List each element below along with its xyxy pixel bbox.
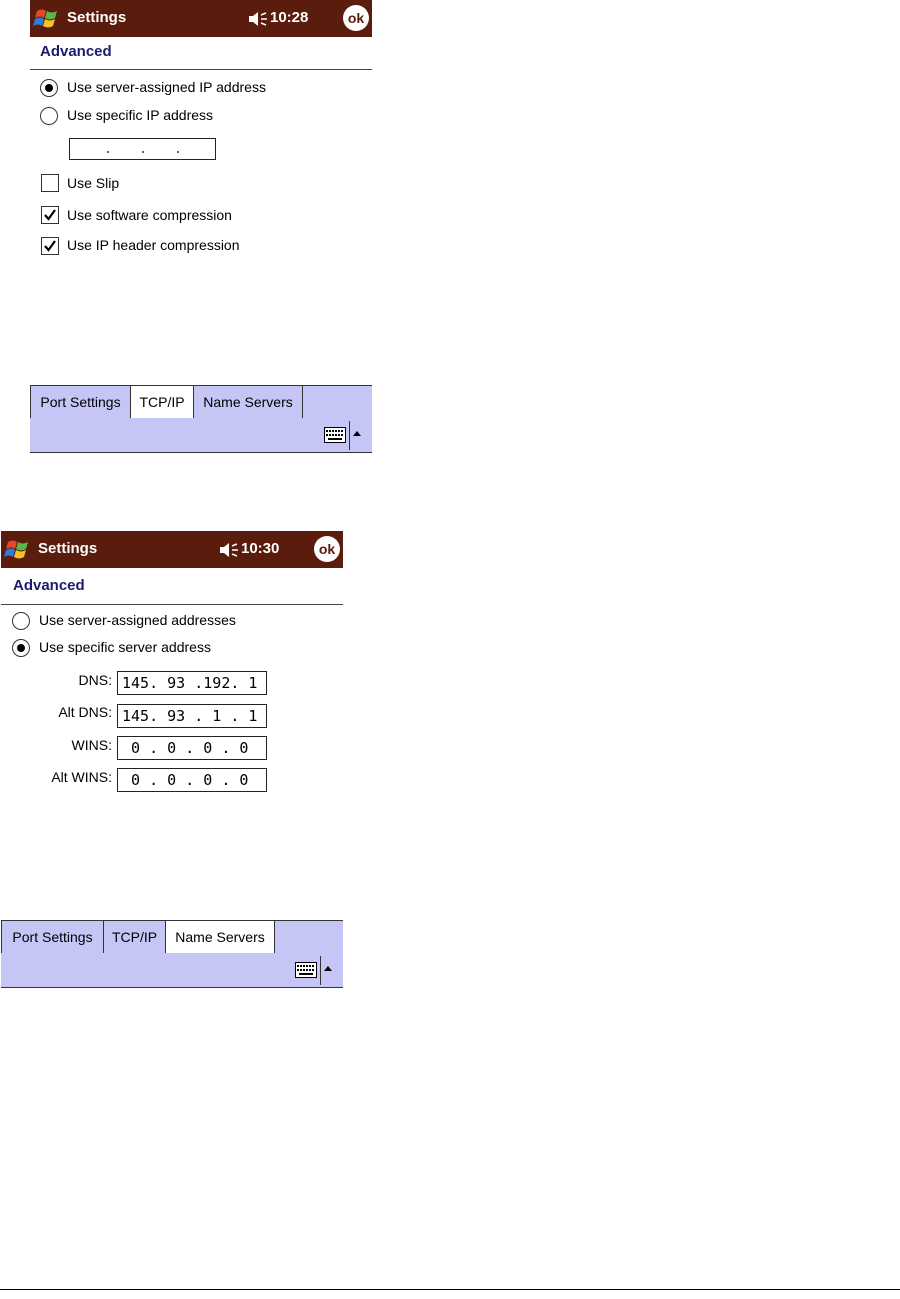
title-bar (1, 531, 343, 568)
sip-arrow-icon[interactable] (324, 966, 332, 971)
tab-port-settings[interactable]: Port Settings (30, 385, 131, 419)
alt-wins-field[interactable]: 0 . 0 . 0 . 0 (117, 768, 267, 792)
settings-screen-name-servers (1, 531, 343, 945)
checkmark-icon (43, 239, 57, 253)
dns-label: DNS: (78, 672, 112, 688)
wins-field[interactable]: 0 . 0 . 0 . 0 (117, 736, 267, 760)
page-footer-rule (0, 1289, 900, 1290)
tab-bar (30, 385, 372, 419)
clock[interactable]: 10:30 (241, 540, 280, 557)
clock[interactable]: 10:28 (270, 9, 309, 26)
radio-label-specific-ip: Use specific IP address (67, 107, 214, 123)
radio-specific-server-address[interactable] (12, 639, 30, 657)
checkbox-label-software-compression: Use software compression (67, 207, 232, 223)
radio-server-assigned-ip[interactable] (40, 79, 58, 97)
sip-arrow-icon[interactable] (353, 431, 361, 436)
alt-wins-label: Alt WINS: (51, 769, 112, 785)
radio-label-server-assigned-addresses: Use server-assigned addresses (39, 612, 236, 628)
checkmark-icon (43, 208, 57, 222)
menu-bar (1, 953, 343, 988)
divider (30, 69, 372, 70)
alt-dns-field[interactable]: 145. 93 . 1 . 1 (117, 704, 267, 728)
checkbox-label-ip-header-compression: Use IP header compression (67, 237, 240, 253)
window-title: Settings (38, 540, 98, 557)
tab-port-settings[interactable]: Port Settings (1, 920, 104, 954)
radio-server-assigned-addresses[interactable] (12, 612, 30, 630)
tab-tcpip[interactable]: TCP/IP (103, 920, 166, 954)
windows-start-icon[interactable] (33, 5, 61, 32)
alt-dns-label: Alt DNS: (58, 704, 112, 720)
settings-screen-tcpip (30, 0, 372, 410)
volume-muted-icon[interactable] (248, 11, 268, 27)
checkbox-ip-header-compression[interactable] (41, 237, 59, 255)
page-title: Advanced (13, 577, 85, 594)
volume-muted-icon[interactable] (219, 542, 239, 558)
wins-label: WINS: (71, 737, 112, 753)
divider (320, 956, 321, 985)
ok-button[interactable]: ok (343, 5, 369, 31)
page-title: Advanced (40, 43, 112, 60)
tab-bar (1, 920, 343, 954)
ip-address-field[interactable] (69, 138, 216, 160)
checkbox-software-compression[interactable] (41, 206, 59, 224)
checkbox-use-slip[interactable] (41, 174, 59, 192)
checkbox-label-use-slip: Use Slip (67, 175, 120, 191)
tab-name-servers[interactable]: Name Servers (193, 385, 303, 419)
keyboard-icon[interactable] (295, 962, 317, 978)
windows-start-icon[interactable] (4, 536, 32, 563)
tab-name-servers[interactable]: Name Servers (165, 921, 275, 955)
divider (1, 604, 343, 605)
divider (349, 421, 350, 450)
keyboard-icon[interactable] (324, 427, 346, 443)
dns-field[interactable]: 145. 93 .192. 1 (117, 671, 267, 695)
tab-tcpip[interactable]: TCP/IP (130, 386, 194, 420)
radio-label-server-assigned-ip: Use server-assigned IP address (67, 79, 266, 95)
ok-button[interactable]: ok (314, 536, 340, 562)
menu-bar (30, 418, 372, 453)
title-bar (30, 0, 372, 37)
window-title: Settings (67, 9, 127, 26)
radio-specific-ip[interactable] (40, 107, 58, 125)
radio-label-specific-server-address: Use specific server address (39, 639, 211, 655)
